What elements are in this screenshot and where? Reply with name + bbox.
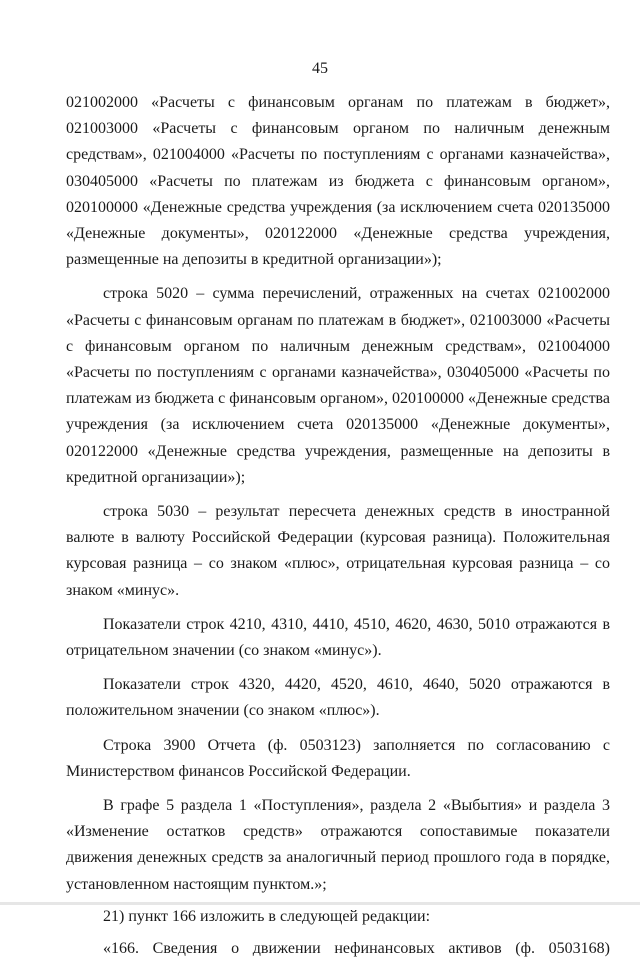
- page-number: 45: [312, 60, 328, 77]
- paragraph-line-5030: строка 5030 – результат пересчета денежных средств в иностранной валюте в валюту Российской Федерации (курсовая разница). Положительная курсовая разница – со знаком «плюс», отрицательная курсовая разница – со знаком «минус».: [66, 503, 610, 599]
- paragraph-accounts-list: 021002000 «Расчеты с финансовым органам по платежам в бюджет», 021003000 «Расчеты с финансовым органом по наличным денежным средствам», 021004000 «Расчеты по поступлениям с органами казначейства», 030405000 «Расчеты по платежам из бюджета с финансовым органом», 020100000 «Денежные средства учреждения (за исключением счета 020135000 «Денежные документы», 020122000 «Денежные средства учреждения, размещенные на депозиты в кредитной организации»);: [66, 94, 610, 269]
- paragraph-line-3900: Строка 3900 Отчета (ф. 0503123) заполняется по согласованию с Министерством финансов Российской Федерации.: [66, 736, 610, 780]
- scan-bottom-edge: [0, 902, 640, 905]
- document-body: [66, 90, 610, 962]
- paragraph-line-5020: строка 5020 – сумма перечислений, отраженных на счетах 021002000 «Расчеты с финансовым органам по платежам в бюджет», 021003000 «Расчеты с финансовым органом по наличным денежным средствам», 021004000 «Расчеты по поступлениям с органами казначейства», 030405000 «Расчеты по платежам из бюджета с финансовым органом», 020100000 «Денежные средства учреждения (за исключением счета 020135000 «Денежные документы», 020122000 «Денежные средства учреждения, размещенные на депозиты в кредитной организации»);: [66, 285, 610, 486]
- paragraph-column-5: В графе 5 раздела 1 «Поступления», раздела 2 «Выбытия» и раздела 3 «Изменение остатков средств» отражаются сопоставимые показатели движения денежных средств за аналогичный период прошлого года в порядке, установленном настоящим пунктом.»;: [66, 797, 610, 893]
- paragraph-item-21: 21) пункт 166 изложить в следующей редакции:: [103, 907, 431, 925]
- paragraph-item-166: «166. Сведения о движении нефинансовых активов (ф. 0503168): [103, 940, 610, 958]
- paragraph-negative-indicators: Показатели строк 4210, 4310, 4410, 4510, 4620, 4630, 5010 отражаются в отрицательном значении (со знаком «минус»).: [66, 615, 610, 660]
- paragraph-positive-indicators: Показатели строк 4320, 4420, 4520, 4610, 4640, 5020 отражаются в положительном значении (со знаком «плюс»).: [66, 676, 610, 720]
